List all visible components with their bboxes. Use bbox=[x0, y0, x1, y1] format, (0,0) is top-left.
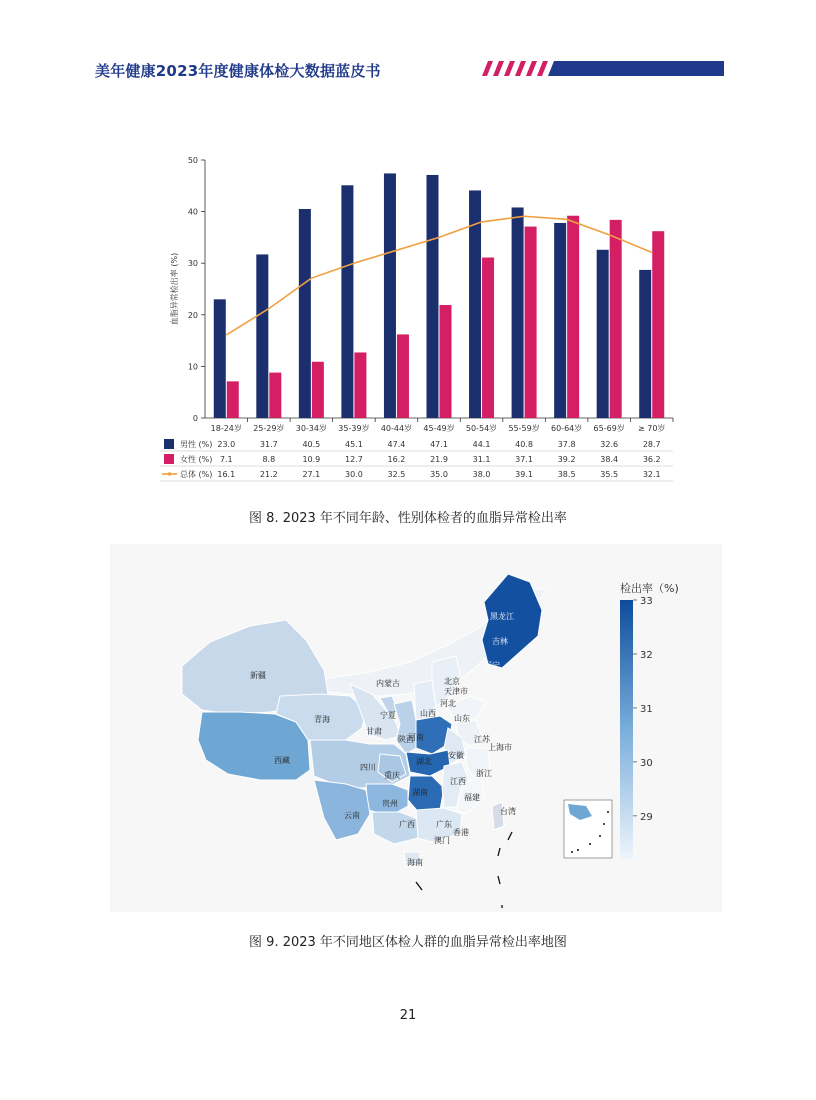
bar-male bbox=[512, 207, 524, 418]
bar-male bbox=[597, 250, 609, 418]
map-label: 香港 bbox=[453, 828, 469, 837]
table-cell: 21.9 bbox=[430, 455, 448, 464]
dyslipidemia-age-sex-chart bbox=[150, 150, 690, 490]
legend-swatch bbox=[164, 439, 174, 449]
table-cell: 47.4 bbox=[387, 440, 406, 449]
map-label: 西藏 bbox=[274, 756, 290, 765]
table-cell: 38.4 bbox=[600, 455, 619, 464]
table-cell: 31.7 bbox=[259, 440, 278, 449]
legend-colorbar bbox=[620, 600, 633, 859]
map-label: 辽宁 bbox=[484, 661, 500, 670]
table-cell: 32.6 bbox=[600, 440, 619, 449]
table-cell: 44.1 bbox=[472, 440, 491, 449]
map-label: 天津市 bbox=[444, 687, 468, 696]
bar-male bbox=[299, 209, 311, 418]
map-label: 吉林 bbox=[492, 637, 508, 646]
map-label: 新疆 bbox=[250, 671, 266, 680]
table-cell: 12.7 bbox=[345, 455, 363, 464]
x-tick-label: 35-39岁 bbox=[338, 424, 370, 433]
table-cell: 37.1 bbox=[515, 455, 533, 464]
table-cell: 16.1 bbox=[217, 470, 236, 479]
table-cell: 38.5 bbox=[557, 470, 576, 479]
y-tick-label: 30 bbox=[187, 259, 198, 269]
bar-female bbox=[354, 352, 366, 418]
x-tick-label: 50-54岁 bbox=[465, 424, 498, 433]
region-xizang bbox=[198, 712, 310, 780]
y-tick-label: 0 bbox=[192, 414, 198, 423]
map-label: 河北 bbox=[440, 699, 456, 708]
map-label: 台湾 bbox=[500, 807, 516, 816]
region-yunnan bbox=[314, 780, 370, 840]
bar-male bbox=[256, 254, 268, 418]
map-legend bbox=[620, 581, 679, 859]
legend-tick-label: 29 bbox=[640, 811, 653, 823]
map-label: 山西 bbox=[420, 709, 436, 718]
map-label: 内蒙古 bbox=[376, 679, 400, 688]
x-tick-label: 25-29岁 bbox=[253, 424, 285, 433]
dyslipidemia-region-map bbox=[110, 544, 722, 912]
map-inset bbox=[564, 800, 612, 858]
bar-female bbox=[482, 258, 494, 418]
map-label: 广东 bbox=[436, 820, 452, 829]
x-tick-label: ≥ 70岁 bbox=[638, 424, 666, 433]
map-label: 北京 bbox=[444, 677, 460, 686]
map-label: 山东 bbox=[454, 714, 470, 723]
x-tick-label: 40-44岁 bbox=[380, 424, 413, 433]
table-cell: 37.8 bbox=[557, 440, 576, 449]
page-header-title: 美年健康2023年度健康体检大数据蓝皮书 bbox=[95, 62, 381, 80]
y-tick-label: 50 bbox=[187, 156, 198, 165]
bar-male bbox=[639, 270, 651, 418]
table-cell: 27.1 bbox=[302, 470, 321, 479]
table-cell: 23.0 bbox=[217, 440, 236, 449]
table-cell: 35.5 bbox=[600, 470, 619, 479]
table-cell: 30.0 bbox=[345, 470, 363, 479]
map-label: 安徽 bbox=[448, 751, 464, 760]
map-label: 河南 bbox=[408, 733, 424, 742]
bar-female bbox=[312, 362, 324, 418]
y-tick-label: 10 bbox=[187, 362, 198, 372]
bar-male bbox=[214, 299, 226, 418]
line-total bbox=[226, 216, 651, 335]
y-tick-label: 20 bbox=[187, 310, 198, 320]
bar-male bbox=[384, 173, 396, 418]
legend-tick-label: 31 bbox=[640, 703, 653, 715]
table-cell: 45.1 bbox=[345, 440, 363, 449]
table-cell: 36.2 bbox=[642, 455, 661, 464]
map-label: 湖南 bbox=[412, 788, 428, 797]
map-label: 贵州 bbox=[382, 799, 398, 808]
figure9-caption: 图 9. 2023 年不同地区体检人群的血脂异常检出率地图 bbox=[249, 935, 567, 950]
map-label: 浙江 bbox=[476, 769, 492, 778]
map-label: 甘肃 bbox=[366, 727, 382, 736]
table-cell: 31.1 bbox=[472, 455, 491, 464]
map-label: 广西 bbox=[399, 820, 415, 829]
page-number: 21 bbox=[399, 1008, 417, 1023]
x-tick-label: 18-24岁 bbox=[210, 424, 242, 433]
bar-female bbox=[440, 305, 452, 418]
map-label: 宁夏 bbox=[380, 711, 396, 720]
table-cell: 32.5 bbox=[387, 470, 406, 479]
x-tick-label: 65-69岁 bbox=[593, 424, 625, 433]
legend-title: 检出率（%) bbox=[620, 582, 679, 595]
table-cell: 40.5 bbox=[302, 440, 321, 449]
bar-male bbox=[554, 223, 566, 418]
bar-female bbox=[269, 373, 281, 418]
map-label: 重庆 bbox=[384, 771, 400, 780]
bar-female bbox=[567, 216, 579, 418]
bar-male bbox=[341, 185, 353, 418]
legend-tick-label: 33 bbox=[640, 596, 653, 607]
bar-female bbox=[397, 334, 409, 418]
table-cell: 28.7 bbox=[642, 440, 661, 449]
map-label: 上海市 bbox=[488, 743, 512, 752]
x-tick-label: 55-59岁 bbox=[508, 424, 540, 433]
x-tick-label: 30-34岁 bbox=[295, 424, 327, 433]
header-stripe-bar bbox=[478, 61, 724, 76]
table-cell: 40.8 bbox=[515, 440, 533, 449]
y-tick-label: 40 bbox=[187, 207, 198, 217]
x-tick-label: 45-49岁 bbox=[423, 424, 455, 433]
legend-tick-label: 32 bbox=[640, 649, 653, 661]
map-label: 云南 bbox=[344, 811, 360, 820]
table-cell: 10.9 bbox=[302, 455, 321, 464]
legend-label: 总体 (%) bbox=[180, 470, 213, 479]
map-label: 黑龙江 bbox=[490, 612, 514, 621]
nine-dash-line bbox=[416, 832, 512, 908]
x-tick-label: 60-64岁 bbox=[551, 424, 583, 433]
bar-male bbox=[427, 175, 439, 418]
figure8-caption: 图 8. 2023 年不同年龄、性别体检者的血脂异常检出率 bbox=[249, 511, 567, 526]
region-dongbei bbox=[482, 574, 542, 668]
table-cell: 39.1 bbox=[515, 470, 533, 479]
table-cell: 7.1 bbox=[219, 455, 233, 464]
table-cell: 32.1 bbox=[642, 470, 661, 479]
map-label: 江苏 bbox=[474, 735, 490, 744]
map-label: 海南 bbox=[407, 858, 423, 867]
bar-female bbox=[525, 227, 537, 418]
legend-marker bbox=[168, 472, 172, 476]
table-cell: 16.2 bbox=[387, 455, 406, 464]
y-axis-label: 血脂异常检出率 (%) bbox=[170, 252, 179, 326]
map-label: 江西 bbox=[450, 777, 466, 786]
legend-label: 男性 (%) bbox=[180, 440, 213, 449]
map-label: 四川 bbox=[360, 763, 376, 772]
map-label: 澳门 bbox=[434, 836, 450, 845]
table-cell: 47.1 bbox=[430, 440, 448, 449]
table-cell: 39.2 bbox=[557, 455, 576, 464]
map-label: 湖北 bbox=[416, 757, 432, 766]
table-cell: 21.2 bbox=[259, 470, 278, 479]
legend-swatch bbox=[164, 454, 174, 464]
map-label: 陕西 bbox=[398, 735, 414, 744]
map-label: 青海 bbox=[314, 715, 330, 724]
bar-female bbox=[227, 381, 239, 418]
table-cell: 8.8 bbox=[262, 455, 276, 464]
bar-female bbox=[652, 231, 664, 418]
legend-tick-label: 30 bbox=[640, 757, 653, 769]
legend-label: 女性 (%) bbox=[180, 455, 213, 464]
bar-female bbox=[610, 220, 622, 418]
table-cell: 38.0 bbox=[472, 470, 491, 479]
map-label: 福建 bbox=[464, 793, 480, 802]
table-cell: 35.0 bbox=[430, 470, 448, 479]
